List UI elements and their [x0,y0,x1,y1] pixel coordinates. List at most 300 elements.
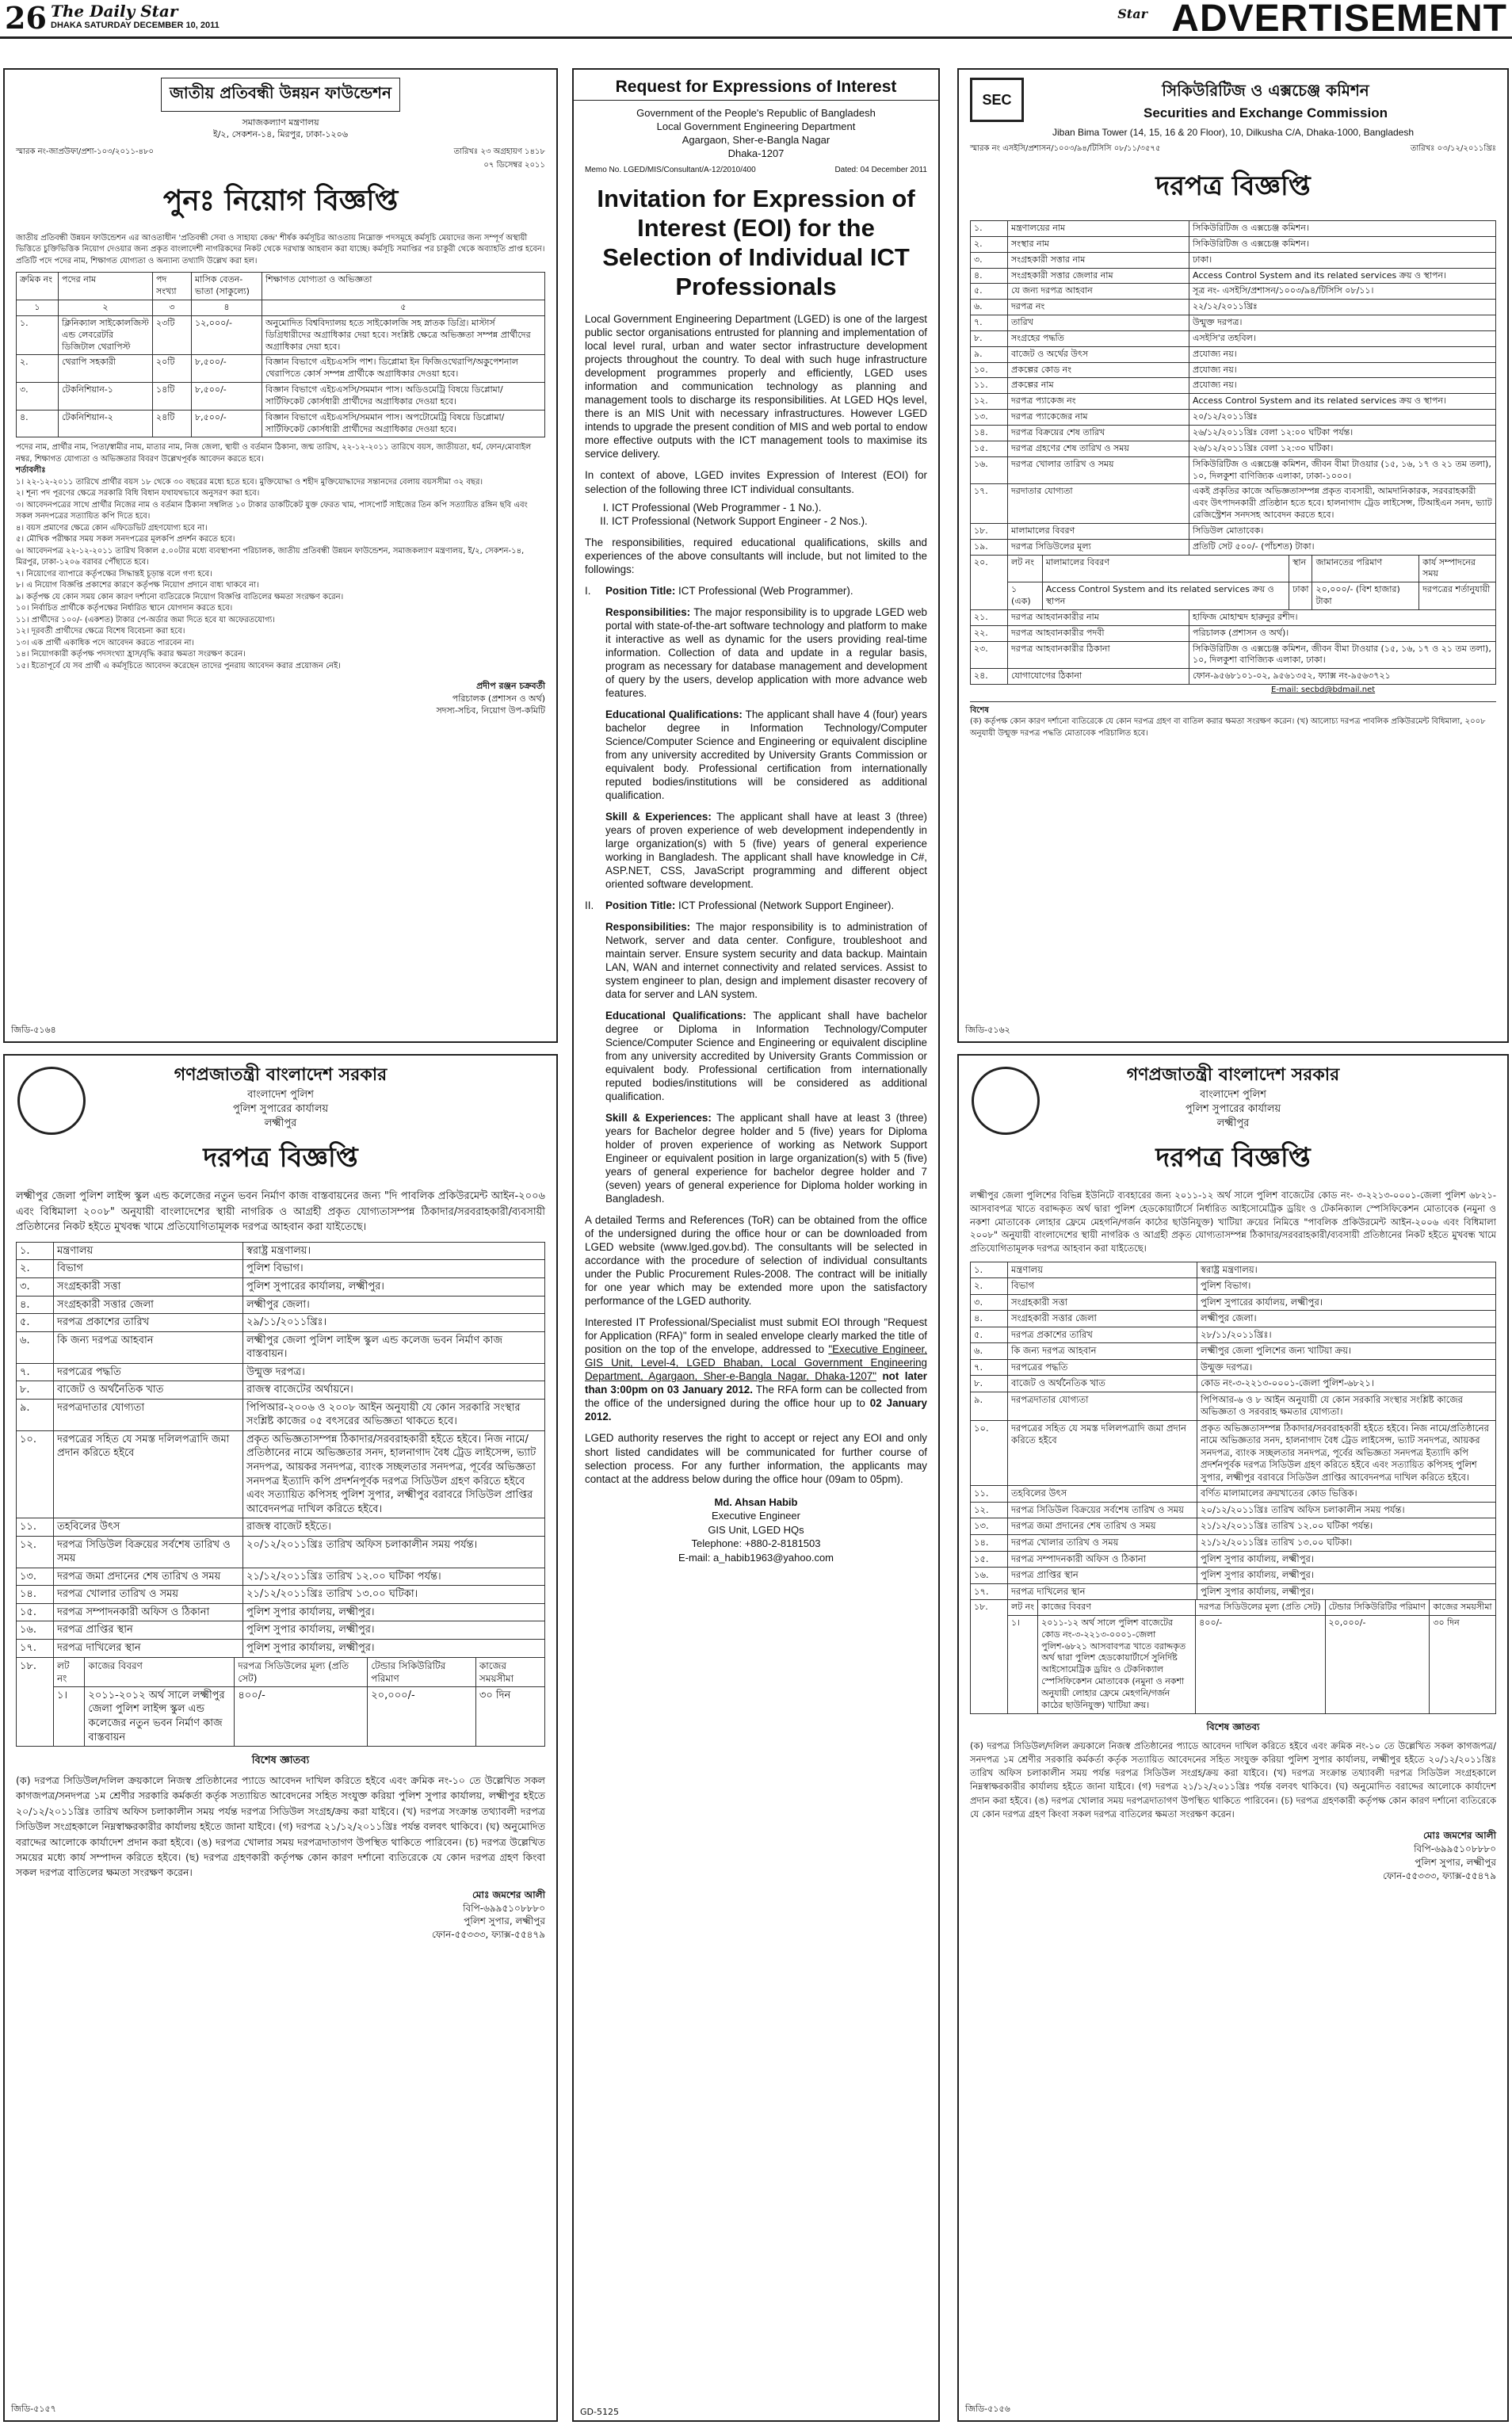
signer-phone: Telephone: +880-2-8181503 [691,1537,821,1550]
table-row [971,1535,1496,1552]
row-label: দরপত্র সিডিউলের মূল্য [1008,539,1189,555]
row-requirement: বিজ্ঞান বিভাগে এইচএসসি পাশ। ডিপ্লোমা ইন ফিজিওথেরাপি/অকুপেশনাল থেরাপিতে কোর্স সম্পন্ন প্রার্থীকে অগ্রাধিকার দেওয়া হবে। [262,355,545,383]
table-row [17,1260,545,1278]
row-value: প্রতিটি সেট ৫০০/- (পাঁচশত) টাকা। [1189,539,1496,555]
row-label: দরপত্র সম্পাদনকারী অফিস ও ঠিকানা [54,1603,243,1621]
special-title: বিশেষ জ্ঞাতব্য [1206,1720,1260,1732]
special-label: বিশেষ [970,705,989,715]
signer-name: মোঃ জমশের আলী [472,1888,545,1900]
condition-item: ৯। কর্তৃপক্ষ যে কোন সময় কোন কারণ দর্শানো ব্যতিরেকে নিয়োগ বিজ্ঞপ্তি বাতিলের ক্ষমতা সংরক্ষণ করেন। [16,592,344,601]
row-serial: ৮. [971,1376,1008,1392]
row-value: সিকিউরিটিজ ও এক্সচেঞ্জ কমিশন, জীবন বীমা টাওয়ার (১৫, ১৬, ১৭ ও ২১ তম তলা), ১০, দিলকুশা বাণিজ্যিক এলাকা, ঢাকা-১০০০। [1189,456,1496,484]
position-label: Position Title: [605,584,676,597]
row-serial: ২. [17,1260,54,1278]
row-value: সিকিউরিটিজ ও এক্সচেঞ্জ কমিশন। [1189,221,1496,237]
table-row [17,315,545,355]
row-serial: ১৫. [971,1551,1008,1568]
lot-cell: ১। [54,1686,85,1746]
row-pay: ৮,৫০০/- [192,410,262,437]
row-value: পুলিশ সুপার কার্যালয়, লক্ষ্মীপুর। [243,1603,545,1621]
row-value: ২১/১২/২০১১খ্রিঃ তারিখ ১৩.০০ ঘটিকা। [243,1586,545,1604]
notice-title: দরপত্র বিজ্ঞপ্তি [203,1142,358,1174]
signer-role: পরিচালক (প্রশাসন ও অর্থ) [452,693,545,704]
row-serial: ১৫. [17,1603,54,1621]
row-label: দরপত্র সম্পাদনকারী অফিস ও ঠিকানা [1008,1551,1197,1568]
row-value: ২৯/১১/২০১১খ্রিঃ। [243,1314,545,1332]
row-serial: ১৭. [971,1583,1008,1600]
row-label: তহবিলের উৎস [54,1518,243,1537]
row-serial: ১১. [971,1486,1008,1503]
row-serial: ২০. [971,555,1008,609]
table-row [971,1294,1496,1311]
table-row [971,268,1496,284]
row-label: দরপত্রের সহিত যে সমস্ত দলিলপত্রাদি জমা প্রদান করিতে হইবে [54,1430,243,1518]
row-label: দরদাতার যোগ্যতা [1008,484,1189,524]
col-header: স্থান [1289,555,1312,582]
col-index: ১ [17,300,59,315]
table-row [971,1376,1496,1392]
col-header: টেন্ডার সিকিউরিটির পরিমাণ [1325,1600,1430,1616]
condition-item: ১৩। এক প্রার্থী একাধিক পদে আবেদন করতে পারবেন না। [16,638,194,647]
row-label: সংস্থার নাম [1008,236,1189,252]
position-label: Position Title: [605,899,676,911]
row-serial: ৩. [971,1294,1008,1311]
row-serial: ১. [971,221,1008,237]
lot-cell: ১ (এক) [1008,582,1043,610]
col-header: কাজের সময়সীমা [1430,1600,1496,1616]
signer-role: Executive Engineer [711,1510,800,1522]
table-row [971,539,1496,555]
lot-cell: ২০,০০০/- [368,1686,476,1746]
table-row [971,1343,1496,1360]
row-serial: ৮. [17,1381,54,1400]
row-value: ফোন-৯৫৬৮১০১-০২, ৯৫৬১৩৫২, ফ্যাক্স নং-৯৫৬৩৭২১ [1189,669,1496,685]
row-value: পুলিশ সুপার কার্যালয়, লক্ষ্মীপুর। [1197,1551,1496,1568]
table-row [971,394,1496,410]
row-post: টেকনিশিয়ান-১ [59,383,153,411]
col-header: মালামালের বিবরণ [1042,555,1289,582]
signature-block [16,680,545,716]
row-serial: ২. [971,1278,1008,1295]
table-row [17,1639,545,1657]
row-value: লক্ষ্মীপুর জেলা পুলিশ লাইন্স স্কুল এন্ড কলেজ ভবন নির্মাণ কাজ বাস্তবায়ন। [243,1331,545,1363]
row-serial: ৩. [971,252,1008,268]
lot-cell: ৪০০/- [1196,1615,1325,1713]
row-label: দরপত্রের পদ্ধতি [54,1363,243,1381]
row-serial: ৭. [17,1363,54,1381]
row-serial: ৯. [971,1392,1008,1420]
row-serial: ৫. [971,1327,1008,1343]
tender-info-table [16,1242,545,1658]
row-value: স্বরাষ্ট্র মন্ত্রণালয়। [243,1242,545,1260]
table-row [971,315,1496,331]
row-value: পুলিশ সুপার কার্যালয়, লক্ষ্মীপুর। [243,1621,545,1640]
special-text: (ক) কর্তৃপক্ষ কোন কারণ দর্শানো ব্যতিরেকে যে কোন দরপত্র গ্রহণ বা বাতিল করার ক্ষমতা সংরক্ষণ করেন। (খ) আলোচ্য দরপত্র পাবলিক প্রকিউরমেন্ট বিধিমালা, ২০০৮ অনুযায়ী উন্মুক্ত দরপত্র পদ্ধতি মোতাবেক পরিচালিত হবে। [970,717,1486,738]
row-serial: ১০. [971,1420,1008,1486]
row-value: পরিচালক (প্রশাসন ও অর্থ)। [1189,625,1496,641]
table-row [971,1327,1496,1343]
skills-text: The applicant shall have at least 3 (three) years of proven experience of web development independently in large organization(s) with 5 (five) years of general experience working in Bangladesh. The applicant shall have knowledge in C#, ASP.NET, CSS, JavaScript programming and different object oriented software development. [605,810,928,890]
row-value: ২০/১২/২০১১খ্রিঃ তারিখ অফিস চলাকালীন সময় পর্যন্ত। [243,1536,545,1568]
date-label: তারিখঃ [453,147,479,156]
org-name-english: Securities and Exchange Commission [1144,105,1388,120]
position-title: ICT Professional (Network Support Engineer). [678,899,895,911]
row-value: পুলিশ বিভাগ। [243,1260,545,1278]
row-count: ২৪টি [153,410,192,437]
row-value: লক্ষ্মীপুর জেলা। [1197,1311,1496,1327]
responsibilities-label: Responsibilities: [605,920,691,933]
col-header: জামানতের পরিমাণ [1312,555,1419,582]
table-row [17,1242,545,1260]
row-value: ২২/১২/২০১১খ্রিঃ [1189,300,1496,315]
row-label: দরপত্র নং [1008,300,1189,315]
submission-text: Interested IT Professional/Specialist must submit EOI through "Request for Application (RFA)" form in sealed envelope clearly marked the title of position on the top of the envelope, addressed to [585,1316,927,1356]
row-serial: ১৪. [17,1586,54,1604]
row-label: সংগ্রহকারী সত্তা [54,1277,243,1296]
table-row [17,383,545,411]
row-value: এসইসি'র তহবিল। [1189,330,1496,346]
condition-item: ৭। নিয়োগের ব্যাপারে কর্তৃপক্ষের সিদ্ধান্তই চূড়ান্ত বলে গণ্য হবে। [16,569,212,579]
row-value: ঢাকা। [1189,252,1496,268]
responsibilities-label: Responsibilities: [605,605,691,618]
row-value: Access Control System and its related services ক্রয় ও স্থাপন। [1189,394,1496,410]
submission-paragraph [585,1316,927,1423]
posts-table [16,272,545,437]
col-header: দরপত্র সিডিউলের মূল্য (প্রতি সেট) [235,1657,368,1686]
row-label: দরপত্র আহবানকারীর পদবী [1008,625,1189,641]
row-label: সংগ্রহকারী সত্তার জেলা [54,1296,243,1314]
row-serial: ১১. [17,1518,54,1537]
table-row [971,221,1496,237]
table-row [17,410,545,437]
row-label: সংগ্রহকারী সত্তার নাম [1008,252,1189,268]
row-pay: ৮,৫০০/- [192,383,262,411]
signer-name: প্রদীপ রঞ্জন চক্রবর্তী [476,681,545,692]
row-serial: ২. [17,355,59,383]
lot-cell: ৩০ দিন [1430,1615,1496,1713]
row-label: সংগ্রহকারী সত্তার জেলা [1008,1311,1197,1327]
row-serial: ১২. [971,1502,1008,1518]
table-row [971,1262,1496,1278]
row-count: ২০টি [153,355,192,383]
row-value: প্রকৃত অভিজ্ঞতাসম্পন্ন ঠিকাদার/সরবরাহকারী হইতে হইবে। নিজ নামে/প্রতিষ্ঠানের নামে অভিজ্ঞতার সনদ, হালনাগাদ বৈধ ট্রেড লাইসেন্স, ভ্যাট সনদপত্র, আয়কর সনদপত্র, ব্যাংক সচ্ছলতার সনদপত্র, পূর্বের অভিজ্ঞতা সনদপত্র ইত্যাদি কপি প্রদর্শনপূর্বক দরপত্র সিডিউল গ্রহণ করিতে হইবে এবং সত্যায়িত কপিসহ পুলিশ সুপার, লক্ষ্মীপুর বরাবরে সিডিউল প্রাপ্তির আবেদনপত্র দাখিল করিতে হইবে। [1197,1420,1496,1486]
signer-phone: ফোন-৫৫৩৩৩, ফ্যাক্স-৫৫৪৭৯ [431,1929,545,1941]
row-label: দরপত্র প্রাপ্তির স্থান [1008,1568,1197,1584]
skills-label: Skill & Experiences: [605,1112,712,1125]
row-value: ২০/১২/২০১১খ্রিঃ তারিখ অফিস চলাকালীন সময় পর্যন্ত। [1197,1502,1496,1518]
row-serial: ৮. [971,330,1008,346]
row-value: সিকিউরিটিজ ও এক্সচেঞ্জ কমিশন। [1189,236,1496,252]
row-value: হাফিজ মোহাম্মদ হারুনুর রশীদ। [1189,609,1496,625]
sec-email[interactable]: E-mail: secbd@bdmail.net [1271,685,1376,695]
table-row [17,1331,545,1363]
table-row [17,1686,545,1746]
responsibilities-text: The major responsibility is to upgrade LGED web portal with state-of-the-art software technology and platform to make it interactive as well as dynamic for the users providing real-time information. Collection of data and update in a regular basis, program as necessary for database management and development of query by the users, develop application with more advance web features. [605,605,927,699]
row-serial: ১৭. [17,1639,54,1657]
row-label: দরপত্র খোলার তারিখ ও সময় [1008,456,1189,484]
condition-item: ১৫। ইতোপূর্বে যে সব প্রার্থী এ কর্মসূচিতে আবেদন করেছেন তাদের পুনরায় আবেদন করার প্রয়োজন নেই। [16,661,341,670]
table-row [971,1551,1496,1568]
row-value: বর্ণিত মালামালের ক্রয়খাতের কোড ভিত্তিক। [1197,1486,1496,1503]
row-serial: ২. [971,236,1008,252]
col-header: দরপত্র সিডিউলের মূল্য (প্রতি সেট) [1196,1600,1325,1616]
signer-role: পুলিশ সুপার, লক্ষ্মীপুর [1415,1856,1496,1868]
education-text: The applicant shall have bachelor degree or Diploma in Information Technology/Computer Science/Computer Science and Engineering or equivalent discipline from any university accredited by University Grants Commission or equivalent body. Professional certification from internationally reputed bodies/institutions will be considered as additional qualification. [605,1010,927,1103]
row-label: মন্ত্রণালয়ের নাম [1008,221,1189,237]
row-requirement: বিজ্ঞান বিভাগে এইচএসসি/সমমান পাস। অডিওমেট্রি বিষয়ে ডিপ্লোমা/সার্টিফিকেট কোর্সধারী প্রার্থীদের অগ্রাধিকার দেওয়া হবে। [262,383,545,411]
table-row [971,330,1496,346]
condition-item: ১৪। নিয়োগকারী কর্তৃপক্ষ পদসংখ্যা হ্রাস/বৃদ্ধি করার ক্ষমতা সংরক্ষণ করেন। [16,650,246,659]
row-serial: ১৭. [971,484,1008,524]
gov-line: Government of the People's Republic of Bangladesh [636,107,876,119]
row-serial: ১২. [971,394,1008,410]
ad-code: জিডি-৫১৫৭ [11,2404,56,2414]
row-post: থেরাপি সহকারী [59,355,153,383]
row-serial: ৫. [17,1314,54,1332]
col-header: শিক্ষাগত যোগ্যতা ও অভিজ্ঞতা [262,273,545,300]
row-value: সূত্র নং- এসইসি/প্রশাসন/১০০৩/৯৪/টিসিসি ০৮/১১। [1189,284,1496,300]
row-value: রাজস্ব বাজেট হইতে। [243,1518,545,1537]
table-row [971,1278,1496,1295]
row-label: দরপত্র বিক্রয়ের শেষ তারিখ [1008,425,1189,441]
row-label: দরপত্র প্রকাশের তারিখ [1008,1327,1197,1343]
row-serial: ৭. [971,1359,1008,1376]
row-serial: ১৪. [971,1535,1008,1552]
signer-role: সদস্য-সচিব, নিয়োগ উপ-কমিটি [436,705,545,716]
conditions-list [16,477,545,673]
row-serial: ৪. [971,268,1008,284]
row-serial: ৪. [971,1311,1008,1327]
condition-item: ৮। এ নিয়োগ বিজ্ঞপ্তি প্রকাশের কারণে কর্তৃপক্ষ নিয়োগ প্রদানে বাধ্য থাকবে না। [16,581,259,590]
skills-label: Skill & Experiences: [605,810,712,823]
table-row [971,1568,1496,1584]
row-serial: ১৬. [971,456,1008,484]
date-bangla: ২৩ অগ্রহায়ণ ১৪১৮ [480,147,545,156]
row-serial: ৬. [971,300,1008,315]
lot-cell: ১। [1008,1615,1038,1713]
row-pay: ১২,০০০/- [192,315,262,355]
row-value: পিপিআর-৬ ও ৮ আইন অনুযায়ী যে কোন সরকারি সংস্থার সংশ্লিষ্ট কাজের অভিজ্ঞতা ও সরবরাহ ক্ষমতার যোগ্যতা। [1197,1392,1496,1420]
col-header: কাজের বিবরণ [85,1657,235,1686]
col-header: কাজের সময়সীমা [475,1657,544,1686]
education-label: Educational Qualifications: [605,1010,746,1022]
submission-address: "Executive Engineer, GIS Unit, Level-4, LGED Bhaban, Local Government Engineering Department, Agargaon, Sher-e-Bangla Nagar, Dhaka-1207" [585,1343,927,1383]
table-row [971,625,1496,641]
row-value: লক্ষ্মীপুর জেলা পুলিশের জন্য খাটিয়া ক্রয়। [1197,1343,1496,1360]
row-value: প্রযোজ্য নয়। [1189,346,1496,362]
row-label: দরপত্র আহবানকারীর ঠিকানা [1008,641,1189,669]
education-text: The applicant shall have 4 (four) years bachelor degree in Information Technology/Computer Science/Computer Science and Engineering or equivalent discipline from any university accredited by University Grants Commission or equivalent body. Professional certification from internationally reputed bodies/institutions will be considered as additional qualification. [605,708,927,801]
col-header: পদের নাম [59,273,153,300]
row-value: ২৮/১১/২০১১খ্রিঃ। [1197,1327,1496,1343]
org-name: জাতীয় প্রতিবন্ধী উন্নয়ন ফাউন্ডেশন [161,78,400,112]
row-value: উন্মুক্ত দরপত্র। [243,1363,545,1381]
signer-email: E-mail: a_habib1963@yahoo.com [678,1551,834,1564]
lot-cell: ঢাকা [1289,582,1312,610]
row-label: বাজেট ও অর্থনৈতিক খাত [1008,1376,1197,1392]
table-row [971,582,1496,610]
row-label: দরপত্র দাখিলের স্থান [54,1639,243,1657]
row-value: পুলিশ সুপার কার্যালয়, লক্ষ্মীপুর। [1197,1568,1496,1584]
row-serial: ৪. [17,1296,54,1314]
table-row [17,1314,545,1332]
table-row [971,669,1496,685]
row-value: উন্মুক্ত দরপত্র। [1197,1359,1496,1376]
row-value: লক্ষ্মীপুর জেলা। [243,1296,545,1314]
row-serial: ৫. [971,284,1008,300]
submission-deadline: not later than 3:00pm on 03 January 2012. [585,1370,928,1396]
row-serial: ১১. [971,378,1008,394]
row-value: Access Control System and its related services ক্রয় ও স্থাপন। [1189,268,1496,284]
row-value: পুলিশ সুপারের কার্যালয়, লক্ষ্মীপুর। [243,1277,545,1296]
page-header [0,0,1512,39]
special-title: বিশেষ জ্ঞাতব্য [251,1755,310,1767]
row-label: তহবিলের উৎস [1008,1486,1197,1503]
ad-code: জিডি-৫১৬৪ [11,1025,56,1035]
lot-table [970,1599,1496,1714]
row-label: তারিখ [1008,315,1189,331]
lot-cell: ২০,০০০/- (বিশ হাজার) টাকা [1312,582,1419,610]
table-row [971,641,1496,669]
table-row [971,378,1496,394]
table-row [971,1502,1496,1518]
row-serial: ১৩. [17,1568,54,1586]
row-label: দরপত্র আহবানকারীর নাম [1008,609,1189,625]
memo-date: তারিখঃ ০৩/১২/২০১১খ্রিঃ [1410,144,1496,153]
rfe-heading: Request for Expressions of Interest [615,78,897,96]
row-serial: ৩. [17,1277,54,1296]
row-serial: ১০. [971,362,1008,378]
col-header: কার্য সম্পাদনের সময় [1419,555,1496,582]
row-serial: ১৮. [971,1600,1008,1714]
row-serial: ১৩. [971,1518,1008,1535]
col-index: ৫ [262,300,545,315]
row-value: পুলিশ সুপার কার্যালয়, লক্ষ্মীপুর। [243,1639,545,1657]
row-serial: ৬. [17,1331,54,1363]
row-serial: ২৩. [971,641,1008,669]
ad-expression-of-interest [572,68,940,2422]
row-serial: ১০. [17,1430,54,1518]
row-label: সংগ্রহকারী সত্তা [1008,1294,1197,1311]
table-row [971,441,1496,456]
org-name-bangla: সিকিউরিটিজ ও এক্সচেঞ্জ কমিশন [1162,80,1369,100]
table-row [17,1621,545,1640]
row-value: প্রযোজ্য নয়। [1189,378,1496,394]
row-serial: ১. [971,1262,1008,1278]
row-label: কি জন্য দরপত্র আহবান [54,1331,243,1363]
ad-code: GD-5125 [580,2407,619,2417]
col-index: ২ [59,300,153,315]
row-label: যোগাযোগের ঠিকানা [1008,669,1189,685]
lot-cell: ৪০০/- [235,1686,368,1746]
signer-name: Md. Ahsan Habib [714,1495,798,1508]
table-row [971,1359,1496,1376]
signer-id: বিপি-৬৯৯৫১০৮৮৮০ [1414,1843,1496,1854]
condition-item: ২। শূন্য পদ পূরণের ক্ষেত্রে সরকারি বিধি বিধান যথাযথভাবে অনুসরণ করা হবে। [16,489,260,498]
condition-item: ৩। আবেদনপত্রের সাথে প্রার্থীর নিজের নাম ও বর্তমান ঠিকানা সম্বলিত ১০ টাকার ডাকটিকেট যুক্ত ফেরত খাম, পাসপোর্ট সাইজের তিন কপি সত্যায়িত রঙ্গিন ছবি এবং সকল সনদপত্রের সত্যায়িত কপি দিতে হবে। [16,500,528,521]
eoi-title: Invitation for Expression of Interest (EOI) for the Selection of Individual ICT Professionals [597,184,915,301]
dept-line: Local Government Engineering Department [656,120,856,132]
table-row [17,355,545,383]
apply-note: পদের নাম, প্রার্থীর নাম, পিতা/স্বামীর নাম, মাতার নাম, নিজ জেলা, স্থায়ী ও বর্তমান ঠিকানা, জন্ম তারিখ, ২২-১২-২০১১ তারিখে বয়স, জাতীয়তা, ধর্ম, ফোন/মোবাইল নম্বর, শিক্ষাগত যোগ্যতা ও অভিজ্ঞতার বিবরণ উল্লেখপূর্বক আবেদন করতে হবে। [16,443,532,464]
table-row [971,523,1496,539]
table-row [971,1615,1496,1713]
condition-item: ৪। বয়স প্রমাণের ক্ষেত্রে কোন এফিডেভিট গ্রহণযোগ্য হবে না। [16,523,208,533]
row-serial: ১৬. [971,1568,1008,1584]
tender-info-table [970,220,1496,556]
row-requirement: অনুমোদিত বিশ্ববিদ্যালয় হতে সাইকোলজি সহ স্নাতক ডিগ্রি। মাস্টার্স ডিগ্রিধারীদের অগ্রাধিকার দেয়া হবে। সংশ্লিষ্ট ক্ষেত্রে অভিজ্ঞতা সম্পন্ন প্রার্থীদের অগ্রাধিকার দেয়া হবে। [262,315,545,355]
row-label: সংগ্রহের পদ্ধতি [1008,330,1189,346]
row-serial: ১৯. [971,539,1008,555]
office-name: পুলিশ সুপারের কার্যালয় [232,1102,329,1115]
address: ই/২, সেকশন-১৪, মিরপুর, ঢাকা-১২০৬ [213,129,348,140]
row-serial: ১৮. [971,523,1008,539]
ad-police-tender-furniture [957,1054,1509,2422]
col-index: ৪ [192,300,262,315]
dateline: DHAKA SATURDAY DECEMBER 10, 2011 [51,21,220,30]
row-label: দরপত্রের পদ্ধতি [1008,1359,1197,1376]
lot-cell: ২০১১-১২ অর্থ সালে পুলিশ বাজেটের কোড নং-৩-২২১৩-০০০১-জেলা পুলিশ-৬৮২১ আসবাবপত্র খাতে বরাদ্দকৃত অর্থ দ্বারা পুলিশ হেডকোয়ার্টার্সে সুনির্দিষ্ট আইসোমেট্রিক ড্রয়িং ও টেকনিক্যাল স্পেসিফিকেশন মোতাবেক (নমুনা ও নকশা অনুযায়ী লোহার ফ্রেমে মেহগনি/গর্জন কাঠের ছাউনিযুক্ত) খাটিয়া ক্রয়। [1038,1615,1196,1713]
signer-unit: GIS Unit, LGED HQs [708,1523,804,1536]
memo-date: Dated: 04 December 2011 [834,165,927,174]
row-serial: ৯. [971,346,1008,362]
row-label: মন্ত্রণালয় [54,1242,243,1260]
row-serial: ২২. [971,625,1008,641]
row-value: ২৬/১২/২০১১খ্রিঃ বেলা ১২:৩০ ঘটিকা। [1189,441,1496,456]
table-row [971,484,1496,524]
memo-number: স্মারক নং-জাপ্রউফা/প্রশা-১০৩/২০১১-৪৮০ [16,147,155,156]
signer-name: মোঃ জমশের আলী [1422,1830,1496,1842]
col-header: কাজের বিবরণ [1038,1600,1196,1616]
table-row [971,284,1496,300]
row-value: ২১/১২/২০১১খ্রিঃ তারিখ ১৩.০০ ঘটিকা। [1197,1535,1496,1552]
notice-title: দরপত্র বিজ্ঞপ্তি [1155,170,1311,202]
row-serial: ১৪. [971,425,1008,441]
intro-text: লক্ষ্মীপুর জেলা পুলিশ লাইন্স স্কুল এন্ড কলেজের নতুন ভবন নির্মাণ কাজ বাস্তবায়নের জন্য "দি পাবলিক প্রকিউরমেন্ট আইন-২০০৬ এবং বিধিমালা ২০০৮" অনুযায়ী বাংলাদেশের স্থায়ী নাগরিক ও আগ্রহী প্রকৃত যোগ্যতাসম্পন্ন ঠিকাদার/সরবরাহকারী/ব্যবসায়ী প্রতিষ্ঠানের নিকট হইতে মুখবন্ধ খামে প্রতিযোগিতামূলক দরপত্র আহবান করা যাইতেছে। [16,1190,545,1234]
gov-name: গণপ্রজাতন্ত্রী বাংলাদেশ সরকার [1126,1065,1340,1085]
col-header: পদ সংখ্যা [153,273,192,300]
special-text: (ক) দরপত্র সিডিউল/দলিল ক্রয়কালে নিজস্ব প্রতিষ্ঠানের প্যাডে আবেদন দাখিল করিতে হইবে এবং ক্রমিক নং-১০ তে উল্লেখিত সকল কাগজপত্র/সনদপত্র ১ম শ্রেণীর সরকারি কর্মকর্তা কর্তৃক সত্যায়িত আবেদনের সহিত সংযুক্ত করিয়া পুলিশ সুপার কার্যালয়, লক্ষ্মীপুর হইতে ২০/১২/২০১১খ্রিঃ তারিখ অফিস চলাকালীন সময় পর্যন্ত দরপত্র সিডিউল সংগ্রহ/ক্রয় করা যাইবে। (খ) দরপত্র সংক্রান্ত তথ্যাবলী দরপত্র সিডিউল সংগ্রহকালে নিম্নস্বাক্ষরকারীর কার্যালয় হইতে জানা যাইবে। (গ) দরপত্র ২১/১২/২০১১খ্রিঃ পর্যন্ত বলবৎ থাকিবে। (ঘ) অনুমোদিত বরাদ্দের আলোকে কার্যাদেশ প্রদান করা হইবে। (ঙ) দরপত্র খোলার সময় দরপত্রদাতাগণ উপস্থিত থাকিতে পারিবেন। (চ) দরপত্র গ্রহণকারী কর্তৃপক্ষ কোন কারণ দর্শানো ব্যতিরেকে যে কোন দরপত্র গ্রহণ কিংবা সকল দরপত্র বাতিলের ক্ষমতা সংরক্ষণ করেন। [970,1740,1496,1820]
sec-logo [970,78,1024,122]
lot-cell: ২০১১-২০১২ অর্থ সালে লক্ষ্মীপুর জেলা পুলিশ লাইন্স স্কুল এন্ড কলেজের নতুন ভবন নির্মাণ কাজ বাস্তবায়ন [85,1686,235,1746]
government-seal-icon [972,1067,1040,1135]
table-row [971,1583,1496,1600]
row-label: বিভাগ [54,1260,243,1278]
row-label: দরপত্র জমা প্রদানের শেষ তারিখ ও সময় [54,1568,243,1586]
row-value: প্রযোজ্য নয়। [1189,362,1496,378]
row-serial: ৯. [17,1399,54,1430]
row-label: দরপত্রদাতার যোগ্যতা [54,1399,243,1430]
table-row [17,1568,545,1586]
gov-name: গণপ্রজাতন্ত্রী বাংলাদেশ সরকার [174,1065,388,1085]
row-count: ১৪টি [153,383,192,411]
condition-item: ১০। নির্বাচিত প্রার্থীকে কর্তৃপক্ষের নির্ধারিত স্থানে যোগদান করতে হবে। [16,604,233,613]
address-line: Agargaon, Sher-e-Bangla Nagar [682,133,830,146]
ad-code: জিডি-৫১৬২ [965,1025,1010,1035]
education-label: Educational Qualifications: [605,708,743,720]
condition-item: ৬। আবেদনপত্র ২২-১২-২০১১ তারিখ বিকাল ৫.০০টার মধ্যে ব্যবস্থাপনা পরিচালক, জাতীয় প্রতিবন্ধী উন্নয়ন ফাউন্ডেশন, সমাজকল্যাণ মন্ত্রণালয়, ই/২, সেকশন-১৪, মিরপুর, ঢাকা-১২০৬ বরাবর পৌঁছাতে হবে। [16,546,525,567]
paragraph: In context of above, LGED invites Expression of Interest (EOI) for selection of the following three ICT individual consultants. [585,469,927,495]
section-title: ADVERTISEMENT [1171,0,1507,40]
masthead: The Daily Star [51,2,178,21]
row-requirement: বিজ্ঞান বিভাগে এইচএসসি/সমমান পাস। অপটোমেট্রি বিষয়ে ডিপ্লোমা/সার্টিফিকেট কোর্সধারী প্রার্থীদের অগ্রাধিকার দেওয়া হবে। [262,410,545,437]
row-label: দরপত্র প্রাপ্তির স্থান [54,1621,243,1640]
intro-text: লক্ষ্মীপুর জেলা পুলিশের বিভিন্ন ইউনিটে ব্যবহারের জন্য ২০১১-১২ অর্থ সালে পুলিশ বাজেটের কোড নং- ৩-২২১৩-০০০১-জেলা পুলিশ ৬৮২১-আসবাবপত্র খাতে বরাদ্দকৃত অর্থ দ্বারা পুলিশ হেডকোয়ার্টার্সে নির্ধারিত আইসোমেট্রিক ড্রয়িং ও টেকনিক্যাল স্পেসিফিকেশন মোতাবেক (নমুনা ও নকশা মোতাবেক লোহার ফ্রেমে মেহগনি/গর্জন কাঠের ছাউনিযুক্ত) খাটিয়া ক্রয়ের নিমিত্তে "পাবলিক প্রকিউরমেন্ট আইন-২০০৬ এবং বিধিমালা ২০০৮" অনুযায়ী বাংলাদেশের স্থায়ী নাগরিক ও আগ্রহী প্রকৃত যোগ্যতাসম্পন্ন ঠিকাদার/সরবরাহকারী/ব্যবসায়ী প্রতিষ্ঠানের নিকট হইতে মুখবন্ধ খামে প্রতিযোগিতামূলক দরপত্র আহবান করা যাইতেছে। [970,1190,1496,1255]
row-label: প্রকল্পের নাম [1008,378,1189,394]
col-header: লট নং [54,1657,85,1686]
table-row [971,1392,1496,1420]
row-serial: ১. [17,1242,54,1260]
